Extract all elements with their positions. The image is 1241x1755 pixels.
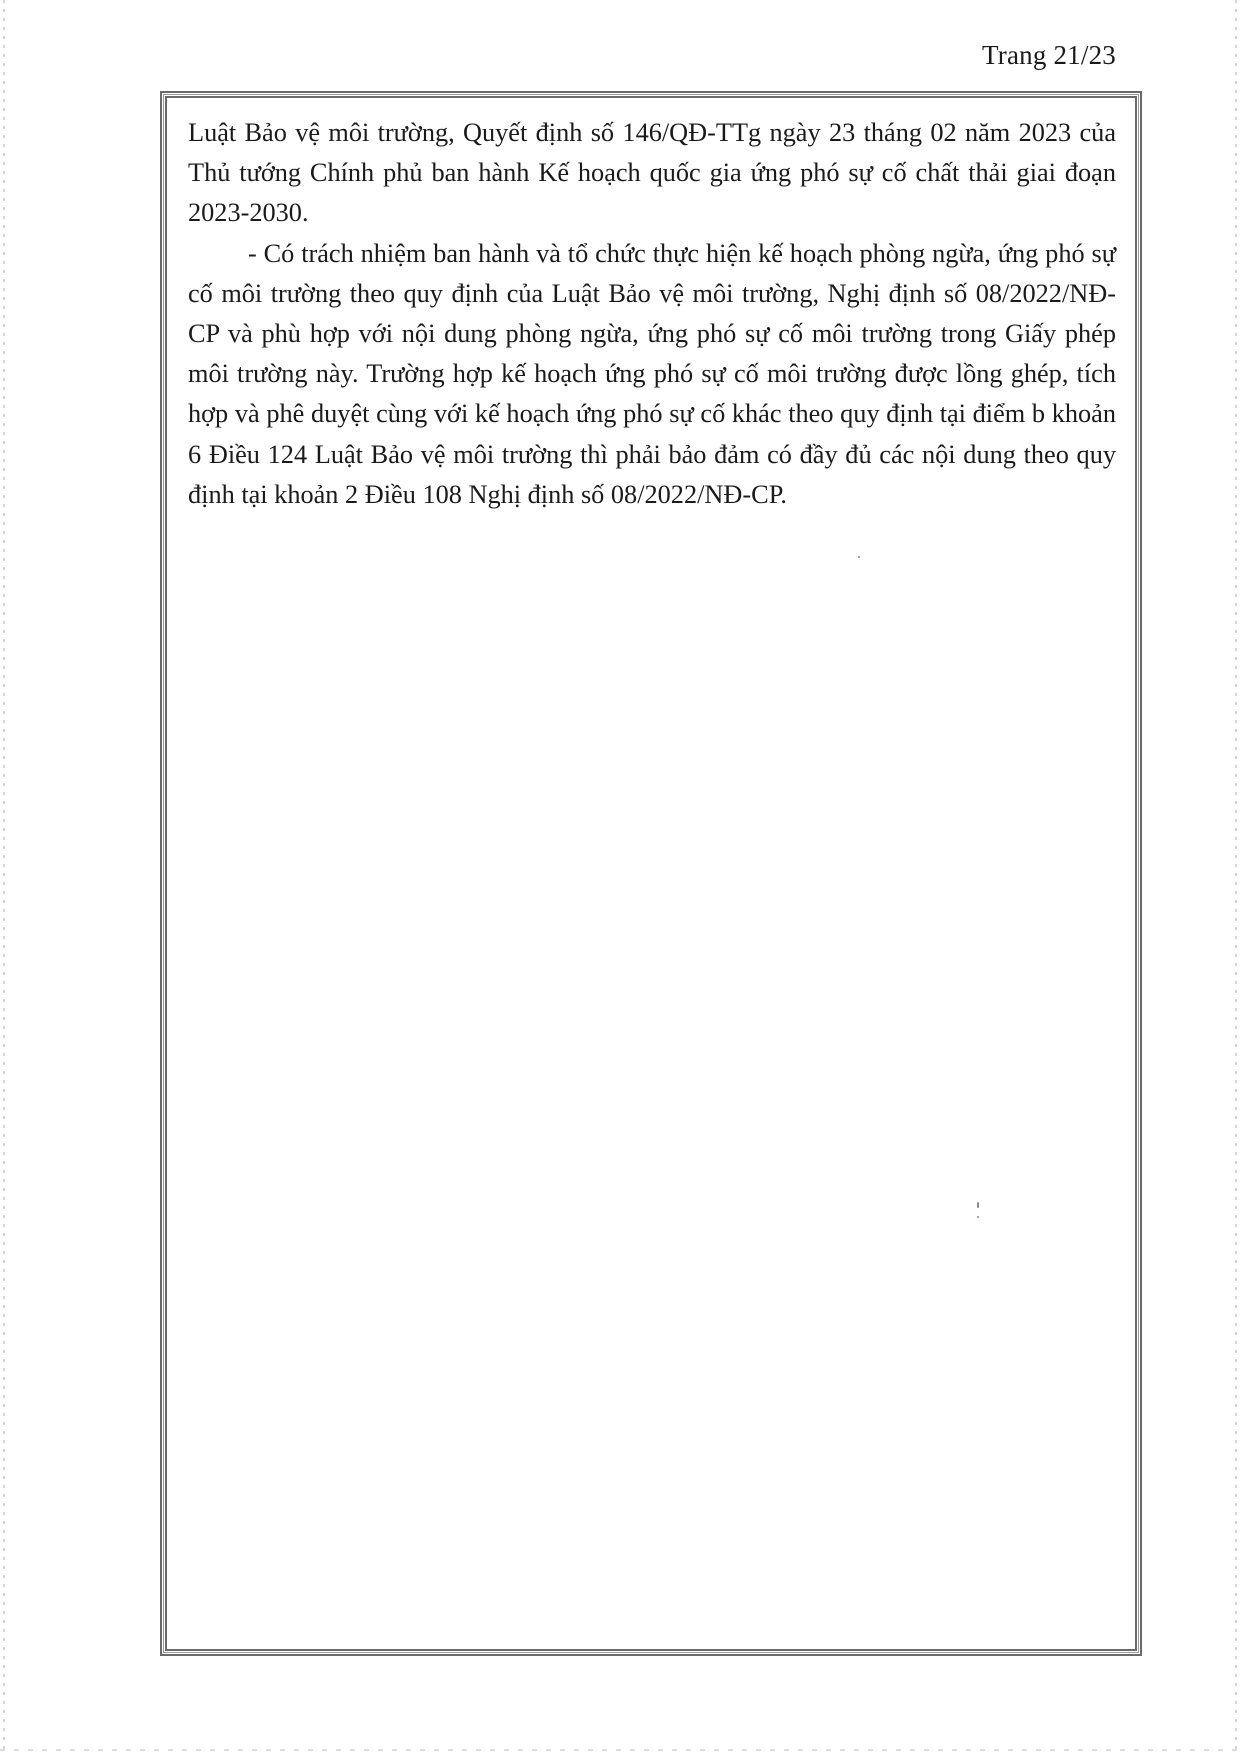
scan-edge-right bbox=[1235, 0, 1237, 1755]
page-number: Trang 21/23 bbox=[982, 40, 1116, 70]
scan-speck bbox=[858, 556, 860, 558]
document-frame bbox=[160, 91, 1142, 1656]
scan-speck bbox=[977, 1216, 979, 1218]
document-body bbox=[188, 113, 1116, 515]
body-paragraph-2: - Có trách nhiệm ban hành và tổ chức thực hiện kế hoạch phòng ngừa, ứng phó sự cố môi trường theo quy định của Luật Bảo vệ môi trường, Nghị định số 08/2022/NĐ-CP và phù hợp với nội dung phòng ngừa, ứng phó sự cố môi trường trong Giấy phép môi trường này. Trường hợp kế hoạch ứng phó sự cố môi trường được lồng ghép, tích hợp và phê duyệt cùng với kế hoạch ứng phó sự cố khác theo quy định tại điểm b khoản 6 Điều 124 Luật Bảo vệ môi trường thì phải bảo đảm có đầy đủ các nội dung theo quy định tại khoản 2 Điều 108 Nghị định số 08/2022/NĐ-CP. bbox=[188, 238, 1116, 509]
scan-speck bbox=[977, 1202, 979, 1208]
body-paragraph-1: Luật Bảo vệ môi trường, Quyết định số 146/QĐ-TTg ngày 23 tháng 02 năm 2023 của Thủ tướng Chính phủ ban hành Kế hoạch quốc gia ứng phó sự cố chất thải giai đoạn 2023-2030. bbox=[188, 118, 1116, 228]
scan-edge-left bbox=[3, 0, 5, 1755]
scan-edge-bottom bbox=[0, 1749, 1241, 1751]
